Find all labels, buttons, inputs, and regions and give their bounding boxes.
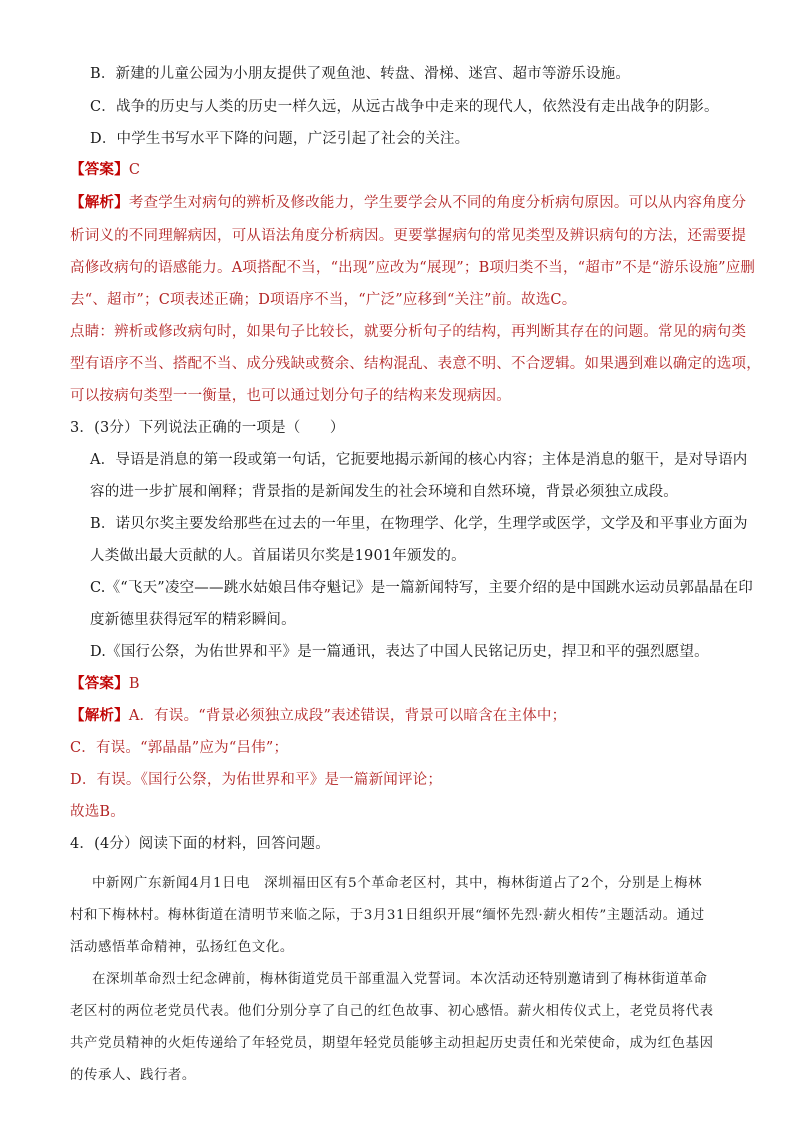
analysis-text: A．有误。“背景必须独立成段”表述错误，背景可以暗含在主体中； [128, 708, 567, 724]
option-d-q3: D.《国行公祭，为佑世界和平》是一篇通讯，表达了中国人民铭记历史，捍卫和平的强烈愿望。 [90, 644, 709, 660]
option-c-q3-line-2: 度新德里获得冠军的精彩瞬间。 [90, 612, 296, 628]
answer-label: 【答案】 [70, 675, 129, 692]
analysis-line-3: 高修改病句的语感能力。A项搭配不当，“出现”应改为“展现”；B项归类不当，“超市”不是“游乐设施”应删 [70, 260, 756, 276]
material-line-2: 村和下梅林村。梅林街道在清明节来临之际，于3月31日组织开展“缅怀先烈·薪火相传”主题活动。通过 [70, 908, 705, 923]
option-b-q2: B．新建的儿童公园为小朋友提供了观鱼池、转盘、滑梯、迷宫、超市等游乐设施。 [90, 66, 631, 82]
analysis-q3-line-1 [70, 706, 566, 726]
tip-line-1: 点睛：辨析或修改病句时，如果句子比较长，就要分析句子的结构，再判断其存在的问题。常见的病句类 [70, 324, 747, 340]
tip-line-2: 型有语序不当、搭配不当、成分残缺或赘余、结构混乱、表意不明、不合逻辑。如果遇到难以确定的选项， [70, 356, 761, 372]
analysis-label: 【解析】 [70, 194, 129, 211]
analysis-line-1 [70, 193, 746, 213]
answer-value: C [128, 162, 141, 178]
option-c-q2: C．战争的历史与人类的历史一样久远，从远古战争中走来的现代人，依然没有走出战争的阴影。 [90, 99, 719, 115]
material-line-7: 的传承人、践行者。 [70, 1068, 196, 1083]
option-a-q3-line-1: A．导语是消息的第一段或第一句话，它扼要地揭示新闻的核心内容；主体是消息的躯干，是对导语内 [90, 452, 748, 468]
analysis-line-2: 析词义的不同理解病因，可从语法角度分析病因。更要掌握病句的常见类型及辨识病句的方法，还需要提 [70, 228, 747, 244]
question-4: 4．(4分）阅读下面的材料，回答问题。 [70, 836, 330, 852]
material-line-6: 共产党员精神的火炬传递给了年轻党员，期望年轻党员能够主动担起历史责任和光荣使命，成为红色基因 [70, 1036, 714, 1051]
answer-line-q3 [70, 674, 140, 694]
analysis-line-4: 去“、超市”；C项表述正确；D项语序不当，“广泛”应移到“关注”前。故选C。 [70, 292, 577, 308]
option-a-q3-line-2: 容的进一步扩展和阐释；背景指的是新闻发生的社会环境和自然环境，背景必须独立成段。 [90, 484, 678, 500]
material-line-1: 中新网广东新闻4月1日电 深圳福田区有5个革命老区村，其中，梅林街道占了2个，分别是上梅林 [92, 876, 703, 891]
answer-line-q2 [70, 160, 140, 180]
material-line-3: 活动感悟革命精神，弘扬红色文化。 [70, 940, 294, 955]
analysis-q3-line-3: D．有误。《国行公祭，为佑世界和平》是一篇新闻评论； [70, 772, 443, 788]
option-b-q3-line-1: B．诺贝尔奖主要发给那些在过去的一年里，在物理学、化学，生理学或医学，文学及和平事业方面为 [90, 516, 748, 532]
analysis-q3-line-4: 故选B。 [70, 804, 125, 820]
option-c-q3-line-1: C.《“飞天”凌空——跳水姑娘吕伟夺魁记》是一篇新闻特写，主要介绍的是中国跳水运动员郭晶晶在印 [90, 580, 753, 596]
material-line-5: 老区村的两位老党员代表。他们分别分享了自己的红色故事、初心感悟。薪火相传仪式上，老党员将代表 [70, 1004, 714, 1019]
material-line-4: 在深圳革命烈士纪念碑前，梅林街道党员干部重温入党誓词。本次活动还特别邀请到了梅林街道革命 [92, 972, 708, 987]
answer-value: B [128, 676, 140, 692]
answer-label: 【答案】 [70, 161, 129, 178]
tip-line-3: 可以按病句类型一一衡量，也可以通过划分句子的结构来发现病因。 [70, 388, 511, 404]
analysis-label: 【解析】 [70, 707, 129, 724]
analysis-q3-line-2: C．有误。“郭晶晶”应为“吕伟”； [70, 740, 289, 756]
analysis-text: 考查学生对病句的辨析及修改能力，学生要学会从不同的角度分析病句原因。可以从内容角度分 [128, 195, 747, 211]
option-b-q3-line-2: 人类做出最大贡献的人。首届诺贝尔奖是1901年颁发的。 [90, 548, 466, 564]
option-d-q2: D．中学生书写水平下降的问题，广泛引起了社会的关注。 [90, 131, 470, 147]
question-3: 3．(3分）下列说法正确的一项是（ ） [70, 420, 345, 436]
